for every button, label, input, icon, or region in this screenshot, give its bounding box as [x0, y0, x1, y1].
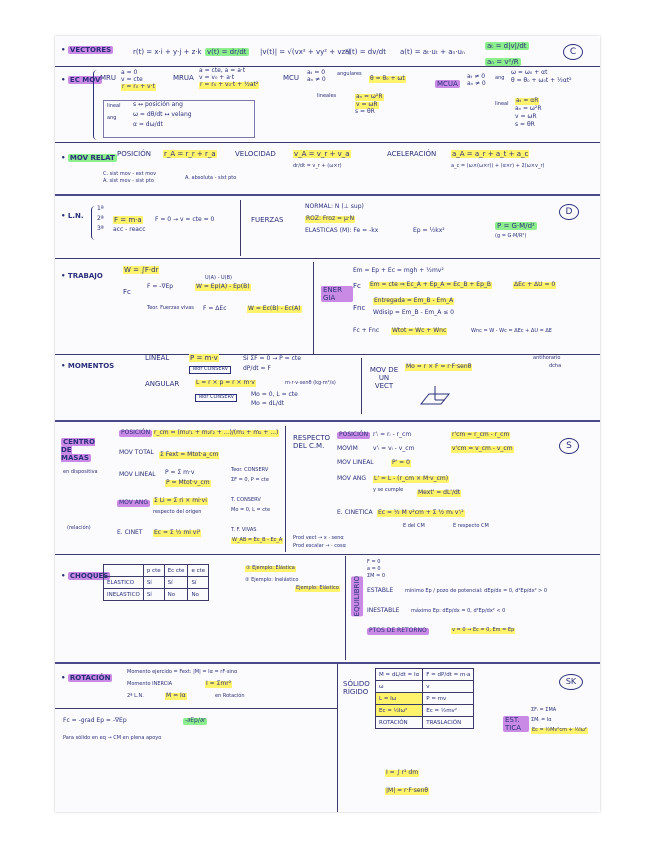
mcu-angular-label: angulares [337, 71, 362, 77]
mru-f1: a = 0 [121, 69, 138, 76]
cm-mov-ang-f2: respecto del origen [153, 509, 202, 515]
equilibrio-estable: ESTABLE [367, 587, 394, 594]
mcu-f5: v = ωR [356, 101, 378, 108]
divider-line [361, 358, 362, 414]
energia-fnc-1: Entregada = Em_B - Em_A [374, 297, 454, 304]
rcm-mov-ang: MOV ANG [337, 475, 367, 482]
vectores-an: aₙ = v²/R [487, 58, 519, 66]
table-cell: No [164, 589, 188, 601]
ln-2: 2ª [97, 215, 104, 222]
estatica-2: ΣMᵢ = Iα [531, 717, 552, 723]
table-row [376, 681, 474, 693]
table-cell: Ec = ½mv² [423, 705, 474, 717]
rotacion-r3-n: en Rotación [215, 693, 245, 699]
fuerza-elastica: ELASTICAS (M): Fe = -kx [305, 227, 379, 234]
cm-teor-fvivas2: W_AB = Ec_B - Ec_A [232, 537, 283, 543]
fuerza-peso: P = G·M/d² [497, 222, 535, 230]
aceleracion-label: ACELERACIÓN [387, 150, 437, 158]
momento-angular-f: L = r × p = r × m·v [196, 379, 255, 386]
equilibrio-ptos-f: v = 0 → Ec = 0, Em = Ep [452, 627, 515, 633]
rcm-movim-label: MOVIM [337, 445, 358, 452]
ln-f2: F = m·a [114, 216, 142, 224]
estatica-3: Ec = ½Mv²cm + ½Iω² [532, 727, 587, 733]
table-row [104, 565, 209, 577]
table-row [376, 669, 474, 681]
momento-angular-c1: Mo = 0, L = cte [251, 391, 298, 398]
ang-label: ang [107, 115, 117, 121]
energia-title: ENER GIA [321, 286, 353, 302]
section-marker-s: S [559, 438, 579, 454]
choques-note-3: Ejemplo: Elástico [296, 585, 339, 591]
lin-ang-f2: ω = dθ/dt ↔ velang [133, 111, 192, 118]
equilibrio-cond2: a = 0 [367, 566, 381, 572]
velocidad-label: VELOCIDAD [235, 150, 276, 158]
mcua-f6: aₙ = ω²R [515, 105, 542, 112]
momento-lineal-f: P = m·v [190, 354, 218, 362]
rotacion-r1: Momento ejercido = Fext: |M| = Iα = rF·sinα [127, 669, 238, 675]
table-header-cell: Ec cte [164, 565, 188, 577]
cm-mov-total-label: MOV TOTAL [119, 449, 154, 456]
rcm-mov-lineal: MOV LINEAL [337, 459, 374, 466]
mrua-f1: a = cte, a = a·t [199, 67, 246, 74]
divider-line [240, 200, 241, 256]
table-cell: Ec = ½Iω² [376, 705, 423, 717]
rcm-prod-esc: Prod escalar → · cosα [293, 543, 346, 549]
rotacion-section: • ROTACIÓN [61, 674, 111, 682]
section-marker-c: C [563, 44, 583, 60]
aceleracion-sub: a_c = (ω×(ω×r)) + (α×r) + 2(ω×v_r) [451, 163, 545, 169]
momento-antihorario: antihorario [533, 355, 561, 361]
divider-line [55, 354, 600, 355]
cm-ecinet-f: Ec = Σ ½ mi vi² [154, 529, 201, 536]
momento-mov-vect-f: Mo = r × F = r·F·senθ [406, 363, 472, 370]
cm-title: CENTRO DE MASAS [61, 438, 95, 462]
cm-mov-lineal-f: P = Σ m·v [165, 469, 195, 476]
trabajo-fc-2: W = Ep(A) - Ep(B) [196, 283, 250, 290]
rcm-mov-lineal-f: P' = 0 [392, 459, 410, 466]
momento-lineal-teor: Teor CONSERV [189, 366, 231, 374]
equilibrio-cond1: F = 0 [367, 559, 381, 565]
lin-label: lineal [107, 103, 121, 109]
mcua-f5: aₜ = αR [516, 97, 539, 104]
rotacion-extra-3: Para sólido en eq → CM en plena apoyo [63, 735, 162, 741]
rotacion-r2: Momento INERCIA [127, 681, 173, 687]
cm-mov-ang-label: MOV ANG [119, 499, 149, 506]
posicion-formula: r_A = r_r + r_a [164, 150, 216, 158]
rcm-ecinet-sub1: E del CM [403, 523, 425, 529]
rotacion-r2-f: I = Σmr² [206, 680, 232, 687]
momento-lineal-f2: dP/dt = F [243, 365, 271, 372]
table-header-cell: e cte [188, 565, 209, 577]
mcua-f8: s = θR [515, 121, 535, 128]
mcu-f2: aₙ ≠ 0 [307, 76, 326, 83]
mcu-f4: aₙ = ω²R [356, 93, 383, 100]
vectores-position: r(t) = x·i + y·j + z·k [133, 48, 202, 56]
lin-ang-f3: α = dω/dt [133, 121, 163, 128]
vectores-speed: |v(t)| = √(vx² + vy² + vz²) [260, 48, 351, 56]
mrua-f3: r = r₀ + v₀·t + ½at² [200, 81, 259, 88]
energia-fnc-2: Wdisip = Em_B - Em_A ≤ 0 [373, 309, 454, 316]
mru-label: MRU [100, 74, 117, 82]
ln-3: 3ª [97, 225, 104, 232]
momento-angular-f2: m·r·v·senθ (kg·m²/s) [285, 380, 336, 386]
momento-mov-vect: MOV DE UN VECT [369, 366, 399, 391]
trabajo-fc-3: U(A) - U(B) [205, 275, 232, 281]
aceleracion-formula: a_A = a_r + a_t + a_c [452, 150, 529, 158]
equilibrio-title: EQUILIBRIO [351, 576, 363, 616]
table-row [104, 577, 209, 589]
mcua-f3: ω = ω₀ + αt [511, 69, 548, 76]
energia-fnc-label: Fnc [353, 304, 366, 312]
section-marker-d: D [559, 204, 579, 220]
divider-line [55, 142, 600, 143]
equilibrio-ptos: PTOS DE RETORNO [369, 627, 427, 634]
velocidad-formula: v_A = v_r + v_a [294, 150, 350, 158]
cm-teor-cons3: T. CONSERV [231, 497, 261, 503]
choques-note-2: ② Ejemplo: Inelástico [245, 577, 299, 583]
moment-vector-diagram [415, 384, 455, 412]
trabajo-tec: Teor. Fuerzas vivas [147, 305, 194, 311]
table-cell: ELASTICO [104, 577, 144, 589]
mcu-f6: s = θR [355, 108, 375, 115]
cm-mov-ang-f: Σ Li = Σ ri × mi·vi [154, 497, 207, 504]
momento-angular-teor: Teor CONSERV [195, 394, 237, 402]
rotacion-extra-1: Fc = -grad Ep = -∇Ep [63, 717, 127, 724]
mru-f3: r = r₀ + v·t [122, 83, 155, 90]
notes-sheet [55, 36, 600, 812]
ln-f3: acc - reacc [113, 226, 146, 233]
ec-mov-title: EC MOV [69, 76, 101, 84]
divider-line [55, 194, 600, 196]
table-cell: No [188, 589, 209, 601]
cm-mov-total-f: Σ Fext = Mtot·a_cm [160, 451, 219, 458]
respecto-cm-title: RESPECTO DEL C.M. [293, 434, 331, 451]
table-row [376, 693, 474, 705]
trabajo-section: • TRABAJO [61, 272, 103, 280]
rotacion-r3-f: M = Iα [166, 692, 186, 699]
ec-mov-brace [93, 70, 97, 140]
estatica-title: EST. TICA [503, 716, 529, 732]
table-row [376, 705, 474, 717]
cm-teor-cons: Teor. CONSERV [231, 467, 269, 473]
trabajo-tec-f2: F = ΔEc [203, 305, 227, 312]
equilibrio-cond3: ΣM = 0 [367, 573, 386, 579]
cm-ecinet-label: E. CINET [117, 529, 143, 536]
ln-brace [91, 206, 95, 240]
ln-title: L.N. [67, 212, 84, 220]
table-cell: INELASTICO [104, 589, 144, 601]
table-cell: TRASLACIÓN [423, 717, 474, 729]
table-row [376, 717, 474, 729]
cm-posicion-label: POSICIÓN [121, 429, 151, 436]
mcu-lineales-label: lineales [317, 93, 337, 99]
trabajo-fc: Fc [123, 288, 131, 296]
vectores-title: VECTORES [69, 46, 112, 54]
choques-title: CHOQUES [69, 572, 109, 580]
cm-mov-lineal-label: MOV LINEAL [119, 471, 156, 478]
divider-line [285, 426, 286, 552]
table-cell: P = mv [423, 693, 474, 705]
lin-ang-f1: s ↔ posición ang [133, 101, 183, 108]
section-marker-sk: SK [559, 674, 583, 690]
table-cell: Sí [188, 577, 209, 589]
rcm-ecinet: E. CINETICA [337, 509, 373, 516]
mov-relat-title: MOV RELAT [69, 154, 115, 162]
energia-fc-f2: ΔEc + ΔU = 0 [514, 281, 556, 288]
rotacion-extra-2: -∂Ep/∂r [185, 717, 206, 724]
table-header-cell: p cte [143, 565, 164, 577]
rcm-posicion-f2: r'cm = r_cm - r_cm [452, 431, 510, 438]
divider-line [55, 258, 600, 259]
energia-fcfnc-f: Wtot = Wc + Wnc [392, 327, 447, 334]
trabajo-title: TRABAJO [67, 272, 103, 280]
mcua-label: MCUA [437, 80, 458, 88]
trabajo-w: W = ∫F·dr [124, 266, 159, 274]
divider-line [55, 662, 600, 664]
cm-teor-cons2: ΣF = 0, P = cte [231, 477, 269, 483]
mrua-f2: v = v₀ + a·t [199, 74, 235, 81]
mcua-f4: θ = θ₀ + ω₀t + ½αt² [511, 77, 572, 84]
mrua-label: MRUA [173, 74, 194, 82]
table-cell: Sí [164, 577, 188, 589]
table-header-cell [104, 565, 144, 577]
vectores-acc-components: a(t) = aₜ·uₜ + aₙ·uₙ [400, 48, 465, 56]
mcu-f1: aₜ = 0 [307, 69, 326, 76]
momentos-title: MOMENTOS [67, 362, 115, 370]
solido-rigido-title: SÓLIDO RÍGIDO [343, 680, 370, 697]
table-cell: Sí [143, 589, 164, 601]
divider-line [345, 556, 346, 660]
solido-rigido-inercia2: |M| = r·F·senθ [386, 787, 429, 794]
cm-mov-lineal-f2: P = Mtot·v_cm [166, 479, 210, 486]
choques-table [103, 564, 209, 601]
velocidad-sub: dr/dt = v_r + (ω×r) [293, 163, 342, 169]
energia-fcfnc-f2: Wnc = W - Wc = ΔEc + ΔU = ΔE [471, 328, 552, 334]
rotacion-title: ROTACIÓN [69, 674, 111, 682]
cm-teor-cons4: Mo = 0, L = cte [231, 507, 271, 513]
rcm-posicion-label: POSICIÓN [339, 431, 369, 438]
energia-fcfnc-label: Fc + Fnc [353, 327, 380, 334]
vectores-acceleration: a(t) = dv/dt [345, 48, 386, 56]
momento-lineal-label: LINEAL [145, 354, 170, 362]
cm-section [61, 438, 101, 462]
rcm-movim-f: v'ᵢ = vᵢ - v_cm [373, 445, 415, 452]
momentos-section: • MOMENTOS [61, 362, 115, 370]
rcm-movim-f2: v'cm = v_cm - v_cm [452, 445, 513, 452]
mcua-f7: v = ωR [515, 113, 537, 120]
vectores-velocity: v(t) = dr/dt [207, 48, 247, 56]
relat-note-3: A. absoluta - sist pto [185, 175, 237, 181]
divider-line [55, 708, 337, 709]
fuerza-normal: NORMAL: N (⊥ sup) [305, 203, 364, 210]
rcm-mov-ang-f3: Mext' = dL'/dt [418, 489, 461, 496]
table-cell: ω [376, 681, 423, 693]
fuerzas-title: FUERZAS [251, 216, 284, 224]
mcua-lin-label: lineal [495, 101, 509, 107]
momento-angular-label: ANGULAR [145, 380, 180, 388]
rcm-ecinet-sub2: E respecto CM [453, 523, 489, 529]
table-cell: L = Iω [376, 693, 423, 705]
equilibrio-inestable: INESTABLE [367, 607, 400, 614]
momento-angular-c2: Mo = dL/dt [251, 400, 285, 407]
estatica-1: ΣFᵢ = ΣMA [531, 707, 557, 713]
rcm-ecinet-f: Ec = ½ M v²cm + Σ ½ mᵢ v'ᵢ² [378, 509, 464, 516]
rcm-posicion-f: r'ᵢ = rᵢ - r_cm [373, 431, 412, 438]
mcu-label: MCU [283, 74, 300, 82]
solido-rigido-inercia: I = ∫ r² dm [386, 769, 419, 776]
mcua-f2: aₙ ≠ 0 [467, 80, 486, 87]
table-cell: ROTACIÓN [376, 717, 423, 729]
vectores-bullet: • [61, 46, 66, 54]
vectores-section [61, 46, 113, 54]
rcm-prod-vect: Prod vect → x · senα [293, 535, 344, 541]
cm-posicion-f: r_cm = (m₁r₁ + m₂r₂ + ...)/(m₁ + m₂ + ...) [154, 429, 279, 436]
posicion-label: POSICIÓN [117, 150, 151, 158]
cm-teor-fvivas: T. F. VIVAS [231, 527, 257, 533]
equilibrio-inestable-f: máximo Ep: dEp/dx = 0, d²Ep/dx² < 0 [411, 608, 506, 614]
rcm-mov-ang-f: L' = L - (r_cm × M·v_cm) [374, 475, 449, 482]
trabajo-tec-f: W = Ec(B) - Ec(A) [248, 305, 301, 312]
divider-line [55, 554, 600, 555]
cm-sistema: en dispositiva [63, 469, 98, 475]
table-cell: M = dL/dt = Iα [376, 669, 423, 681]
choques-note-1: ① Ejemplo: Elástica [246, 565, 295, 571]
mru-f2: v = cte [121, 76, 143, 83]
energia-em: Em = Ep + Ec = mgh + ½mv² [353, 267, 444, 274]
fuerza-elastica-ep: Ep = ½kx² [413, 227, 445, 234]
solido-rigido-table [375, 668, 474, 729]
divider-line [55, 420, 600, 422]
fuerza-rozamiento: ROZ: Froz = μ·N [306, 215, 355, 222]
vectores-at: aₜ = d|v|/dt [487, 42, 527, 50]
momento-dcha: dcha [549, 363, 562, 369]
divider-line [55, 66, 600, 67]
mov-relat-section: • MOV RELAT [61, 154, 115, 162]
ln-f2b: F = 0 → v = cte = 0 [155, 216, 215, 223]
mcu-f3: θ = θ₀ + ωt [370, 75, 405, 82]
rotacion-r3: 2ª L.N. [127, 693, 144, 699]
ln-1: 1ª [97, 205, 104, 212]
energia-fc-label: Fc [353, 282, 361, 290]
energia-fc-f: Em = cte ⇒ Ec_A + Ep_A = Ec_B + Ep_B [370, 281, 492, 288]
divider-line [337, 664, 338, 812]
leyes-newton-section: • L.N. [61, 212, 84, 220]
equilibrio-estable-f: mínimo Ep / pozo de potencial: dEp/dx = 0, d²Ep/dx² > 0 [405, 588, 548, 594]
table-cell: v [423, 681, 474, 693]
trabajo-fc-1: F = -∇Ep [147, 283, 174, 290]
mcua-f1: aₜ ≠ 0 [467, 73, 486, 80]
relat-note-2: A. sist mov - sist pto [103, 178, 154, 184]
ec-mov-section: • EC MOV [61, 76, 101, 84]
table-row [104, 589, 209, 601]
cm-relacion: (relación) [67, 525, 91, 531]
choques-section: • CHOQUES [61, 572, 109, 580]
relat-note-1: C. sist mov - ext mov [103, 171, 157, 177]
rcm-mov-ang-f2: y se cumple [373, 487, 404, 493]
fuerza-peso-g: (g = G·M/R²) [495, 233, 527, 239]
momento-lineal-cond: Si ΣF = 0 → P = cte [243, 355, 301, 362]
table-cell: Sí [143, 577, 164, 589]
table-cell: F = dP/dt = m·a [423, 669, 474, 681]
divider-line [313, 262, 314, 354]
mcua-ang-label: ang [495, 75, 505, 81]
